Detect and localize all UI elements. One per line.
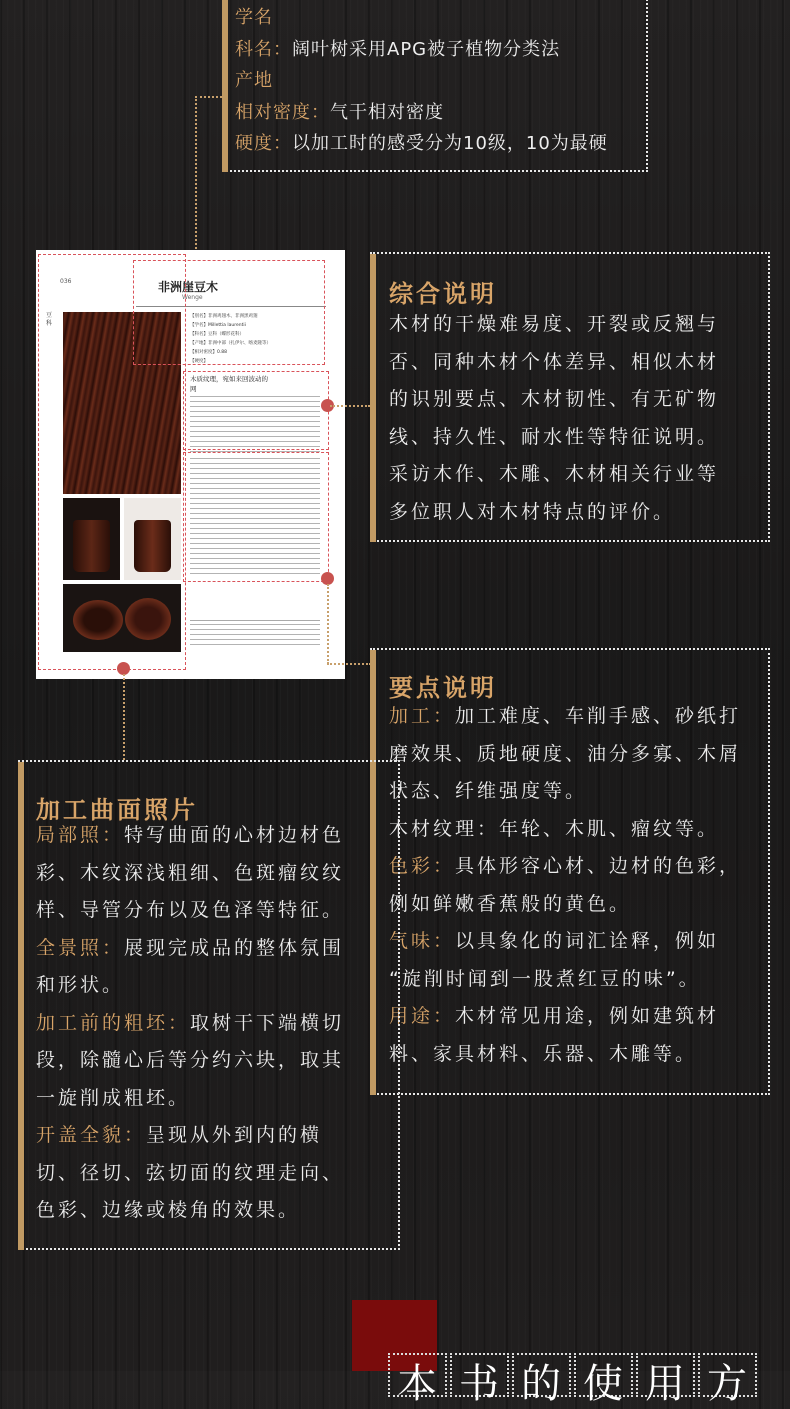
bottom-title-char: 使: [583, 1361, 623, 1407]
connector-top: [195, 96, 222, 98]
photos-title: 加工曲面照片: [36, 796, 198, 824]
field-hardness: 硬度：以加工时的感受分为10级，10为最硬: [235, 133, 608, 154]
page-side-tab: 豆科: [46, 312, 53, 327]
connector-summary: [330, 405, 370, 407]
connector-points: [327, 663, 371, 665]
field-density: 相对密度：气干相对密度: [235, 101, 444, 123]
photos-accent-bar: [18, 762, 24, 1250]
photos-text: 局部照：特写曲面的心材边材色 彩、木纹深浅粗细、色斑瘤纹纹 样、导管分布以及色泽等特征。 全景照：展现完成品的整体氛围 和形状。 加工前的粗坯：取树干下端横切 段，除髓心后等分约六块，取其 一旋削成粗坯。 开盖全貌：呈现从外到内的横 切、径切、弦切面的纹理走向、 色彩、边缘或棱角的效果。: [36, 824, 345, 1221]
field-scientific-name: 学名: [235, 7, 273, 28]
highlight-summary: [183, 371, 329, 450]
summary-accent-bar: [370, 254, 376, 542]
page-fields: 【别名】非洲鸡翅木、非洲黑鸡翅 【学名】Millettia laurentii 【科名】豆科（蝶形花科） 【产地】非洲中部（扎伊尔、喀麦隆等） 【相对密度】0.88 【硬度】: [190, 314, 271, 364]
field-family: 科名：阔叶树采用APG被子植物分类法: [235, 38, 561, 60]
points-text: 加工：加工难度、车削手感、砂纸打 磨效果、质地硬度、油分多寡、木屑 状态、纤维强度等。 木材纹理：年轮、木肌、瘤纹等。 色彩：具体形容心材、边材的色彩， 例如鲜嫩香蕉般的黄色。 气味：以具象化的词汇诠释，例如 “旋削时闻到一股煮红豆的味”。 用途：木材常见用途，例如建筑材 料、家具材料、乐器、木雕等。: [389, 705, 742, 1065]
bottom-title-char: 本: [397, 1361, 437, 1407]
book-page-preview: [36, 250, 345, 679]
page-subtitle: Wenge: [182, 294, 203, 301]
summary-title: 综合说明: [389, 280, 497, 308]
page-quote: 木质纹理，宛如来回波动的网: [190, 375, 268, 393]
summary-box: [370, 252, 770, 542]
bottom-title-char: 的: [521, 1361, 561, 1407]
bottom-title-char: 书: [459, 1361, 499, 1407]
summary-text: 木材的干燥难易度、开裂或反翘与 否、同种木材个体差异、相似木材 的识别要点、木材韧性、有无矿物 线、持久性、耐水性等特征说明。 采访木作、木雕、木材相关行业等 多位职人对木材特点的评价。: [389, 313, 720, 523]
points-box: [370, 648, 770, 1095]
connector-photos-vertical: [123, 674, 125, 760]
page-title: 非洲崖豆木: [158, 280, 219, 294]
connector-points-vertical: [327, 584, 329, 664]
connector-top-vertical: [195, 96, 197, 256]
bottom-title-frames: [388, 1353, 760, 1383]
field-origin: 产地: [235, 70, 273, 91]
highlight-points: [183, 452, 329, 582]
bottom-title-char: 用: [645, 1361, 685, 1407]
bottom-title-char: 方: [707, 1361, 747, 1407]
photos-box: [18, 760, 400, 1250]
top-box-accent-bar: [222, 0, 228, 172]
page-number: 036: [60, 278, 72, 285]
highlight-photos: [38, 254, 186, 670]
points-title: 要点说明: [389, 674, 497, 702]
top-info-box: [222, 0, 648, 172]
